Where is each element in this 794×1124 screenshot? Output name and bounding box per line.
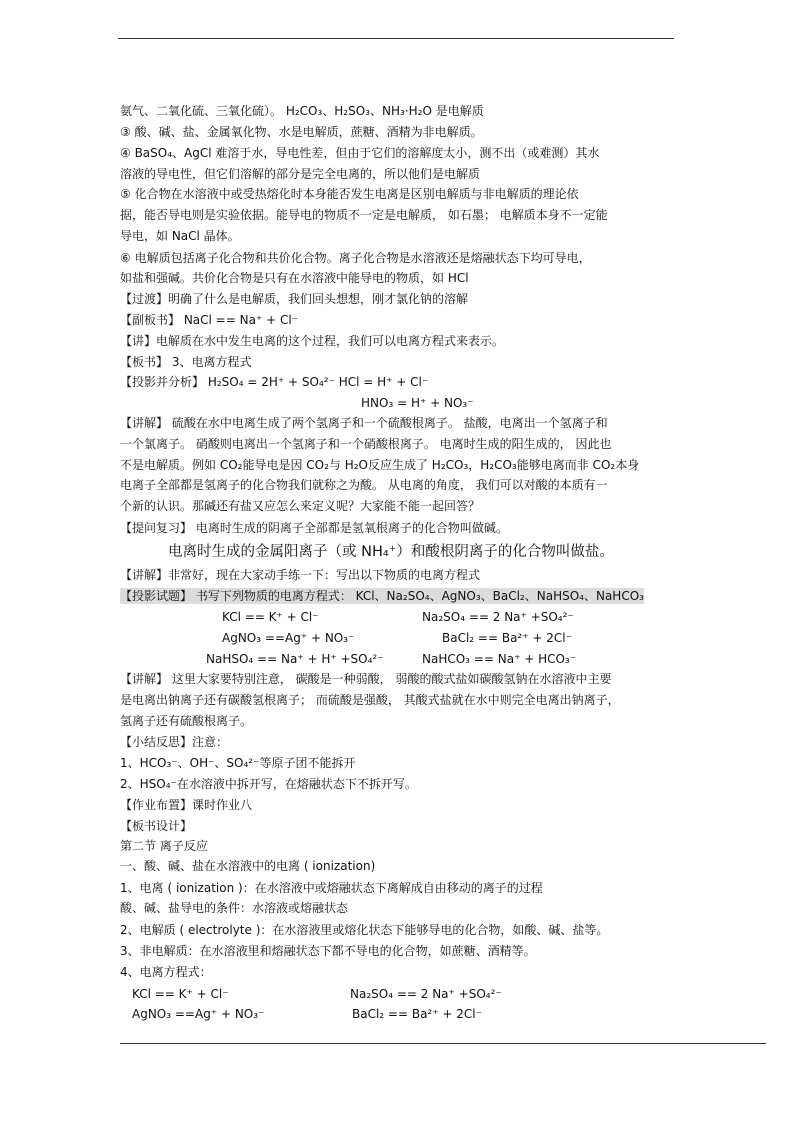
text-line: 酸、碱、盐导电的条件：水溶液或熔融状态 <box>120 901 349 915</box>
text-line: 电离子全部都是氢离子的化合物我们就称之为酸。 从电离的角度， 我们可以对酸的本质有一 <box>120 478 608 492</box>
text-line: KCl == K⁺ + Cl⁻ <box>222 610 319 624</box>
text-line: 如盐和强碱。共价化合物是只有在水溶液中能导电的物质，如 HCl <box>120 271 469 285</box>
text-line: 【讲】电解质在水中发生电离的这个过程，我们可以电离方程式来表示。 <box>120 334 505 348</box>
text-line: NaHSO₄ == Na⁺ + H⁺ +SO₄²⁻ <box>206 652 384 666</box>
text-line: 【提问复习】 电离时生成的阴离子全部都是氢氧根离子的化合物叫做碱。 <box>120 521 508 535</box>
text-line: AgNO₃ ==Ag⁺ + NO₃⁻ <box>132 1007 265 1021</box>
text-line: 2、HSO₄⁻在水溶液中拆开写，在熔融状态下不拆开写。 <box>120 777 417 791</box>
text-line: 不是电解质。例如 CO₂能导电是因 CO₂与 H₂O反应生成了 H₂CO₃，H₂CO₃能够电离而非 CO₂本身 <box>120 458 640 472</box>
text-line: 【小结反思】注意： <box>120 735 229 749</box>
text-line: Na₂SO₄ == 2 Na⁺ +SO₄²⁻ <box>422 610 574 624</box>
text-line: 【投影试题】 书写下列物质的电离方程式： KCl、Na₂SO₄、AgNO₃、BaCl₂、NaHSO₄、NaHCO₃ <box>120 589 644 603</box>
text-line: NaHCO₃ == Na⁺ + HCO₃⁻ <box>422 652 577 666</box>
text-line: 一、酸、碱、盐在水溶液中的电离 ( ionization) <box>120 859 376 873</box>
text-line: Na₂SO₄ == 2 Na⁺ +SO₄²⁻ <box>350 987 502 1001</box>
text-line: 1、HCO₃⁻、OH⁻、SO₄²⁻等原子团不能拆开 <box>120 756 356 770</box>
text-line: 导电，如 NaCl 晶体。 <box>120 229 240 243</box>
text-line: 【投影并分析】 H₂SO₄ = 2H⁺ + SO₄²⁻ HCl = H⁺ + Cl⁻ <box>120 375 429 389</box>
text-line: AgNO₃ ==Ag⁺ + NO₃⁻ <box>222 631 355 645</box>
text-line: 【作业布置】课时作业八 <box>120 798 253 812</box>
text-line: ⑥ 电解质包括离子化合物和共价化合物。离子化合物是水溶液还是熔融状态下均可导电， <box>120 251 591 265</box>
text-line: BaCl₂ == Ba²⁺ + 2Cl⁻ <box>442 631 572 645</box>
text-line: 【过渡】明确了什么是电解质，我们回头想想，刚才氯化钠的溶解 <box>120 292 469 306</box>
text-line: KCl == K⁺ + Cl⁻ <box>132 987 229 1001</box>
text-line: 【讲解】 这里大家要特别注意， 碳酸是一种弱酸， 弱酸的酸式盐如碳酸氢钠在水溶液中主要 <box>120 672 612 686</box>
text-line: 2、电解质 ( electrolyte )：在水溶液里或熔化状态下能够导电的化合物，如酸、碱、盐等。 <box>120 923 609 937</box>
text-line: 电离时生成的金属阳离子（或 NH₄⁺）和酸根阴离子的化合物叫做盐。 <box>168 544 614 560</box>
text-line: HNO₃ = H⁺ + NO₃⁻ <box>361 396 474 410</box>
text-line: 溶液的导电性，但它们溶解的部分是完全电离的，所以他们是电解质 <box>120 167 481 181</box>
text-line: 【板书设计】 <box>120 819 193 833</box>
text-line: BaCl₂ == Ba²⁺ + 2Cl⁻ <box>352 1007 482 1021</box>
text-line: 3、非电解质：在水溶液里和熔融状态下都不导电的化合物，如蔗糖、酒精等。 <box>120 944 536 958</box>
text-line: 一个氯离子。 硝酸则电离出一个氢离子和一个硝酸根离子。 电离时生成的阳生成的， 因此也 <box>120 437 612 451</box>
text-line: 【讲解】非常好，现在大家动手练一下：写出以下物质的电离方程式 <box>120 568 481 582</box>
text-line: 是电离出钠离子还有碳酸氢根离子； 而硫酸是强酸， 其酸式盐就在水中则完全电离出钠离子， <box>120 693 620 707</box>
text-line: 【副板书】 NaCl == Na⁺ + Cl⁻ <box>120 313 298 327</box>
text-line: 4、电离方程式： <box>120 965 212 979</box>
header-rule <box>118 38 674 39</box>
text-line: 氢离子还有硫酸根离子。 <box>120 714 253 728</box>
text-line: 个新的认识。那碱还有盐又应怎么来定义呢？大家能不能一起回答？ <box>120 499 481 513</box>
text-line: ③ 酸、碱、盐、金属氧化物、水是电解质，蔗糖、酒精为非电解质。 <box>120 125 483 139</box>
text-line: 据，能否导电则是实验依据。能导电的物质不一定是电解质， 如石墨； 电解质本身不一定能 <box>120 208 608 222</box>
text-line: 【讲解】 硫酸在水中电离生成了两个氢离子和一个硫酸根离子。 盐酸，电离出一个氢离子和 <box>120 416 608 430</box>
text-line: 1、电离 ( ionization )：在水溶液中或熔融状态下离解成自由移动的离子的过程 <box>120 881 543 895</box>
text-line: 氨气、二氧化硫、三氧化硫）。 H₂CO₃、H₂SO₃、NH₃·H₂O 是电解质 <box>120 104 484 118</box>
footer-rule <box>120 1043 766 1044</box>
text-line: 【板书】 3、电离方程式 <box>120 355 252 369</box>
text-line: 第二节 离子反应 <box>120 839 208 853</box>
text-line: ④ BaSO₄、AgCl 难溶于水，导电性差，但由于它们的溶解度太小，测不出（或难测）其水 <box>120 146 600 160</box>
text-line: ⑤ 化合物在水溶液中或受热熔化时本身能否发生电离是区别电解质与非电解质的理论依 <box>120 187 579 201</box>
